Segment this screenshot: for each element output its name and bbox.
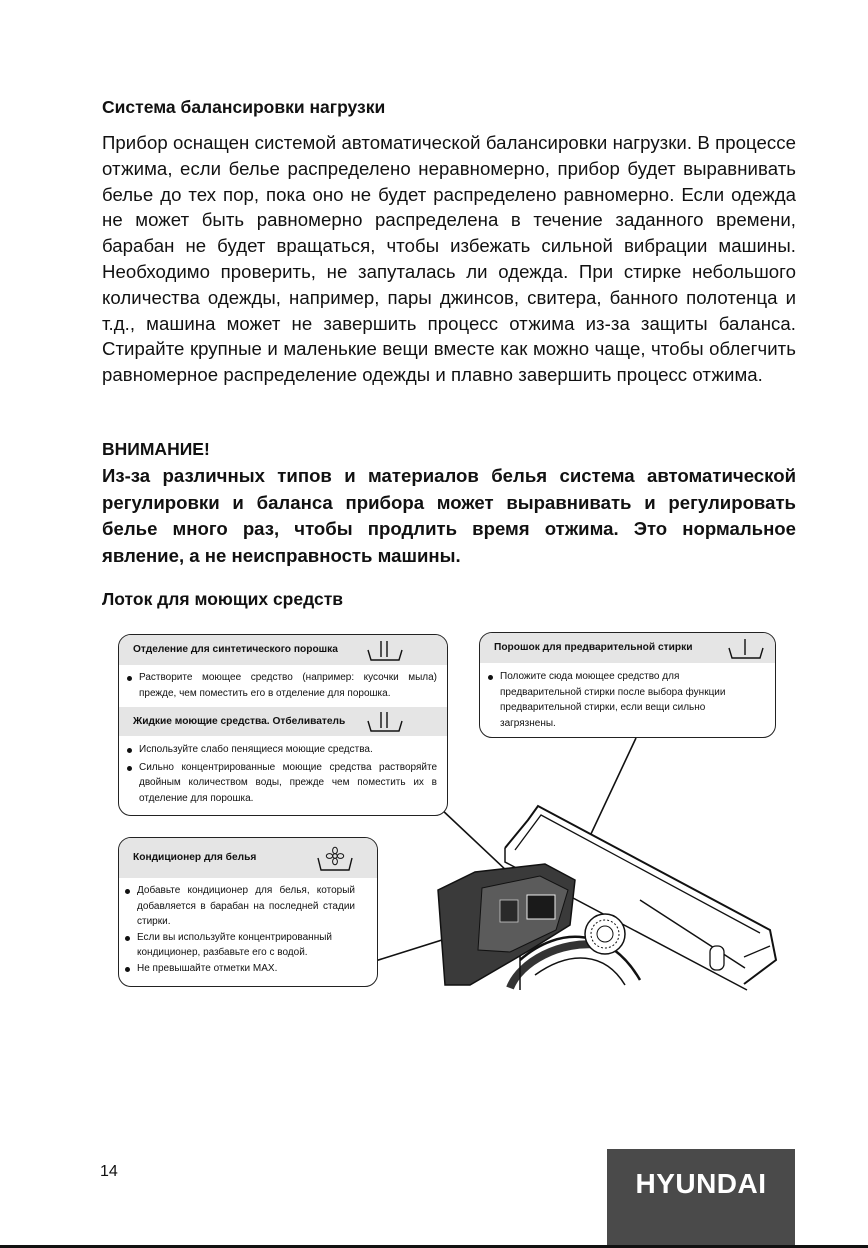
callout-prewash-powder [479, 632, 776, 738]
callout-liquid-header [119, 707, 447, 736]
callout-prewash-header [480, 633, 775, 663]
section-title-balance: Система балансировки нагрузки [102, 97, 386, 117]
callout-synthetic-powder [118, 634, 448, 816]
list-item: Добавьте кондиционер для белья, который добавляется в барабан на последней стадии стирки. [119, 883, 355, 930]
list-item: Растворите моющее средство (например: кусочки мыла) прежде, чем поместить его в отделение для порошка. [121, 670, 437, 701]
basin-two-lines-icon [365, 638, 405, 662]
warning-title: ВНИМАНИЕ! [102, 439, 210, 459]
list-item: Не превышайте отметки MAX. [119, 961, 355, 977]
callout-liquid-title: Жидкие моющие средства. Отбеливатель [133, 716, 346, 727]
balance-paragraph: Прибор оснащен системой автоматической балансировки нагрузки. В процессе отжима, если белье распределено неравномерно, прибор будет выравнивать белье до тех пор, пока оно не будет распределено равномерно. Если одежда не может быть равномерно распределена в течение заданного времени, барабан не будет вращаться, чтобы избежать сильной вибрации машины. Необходимо проверить, не запуталась ли одежда. При стирке небольшого количества одежды, например, пары джинсов, свитера, банного полотенца и т.д., машина может не завершить процесс отжима из-за защиты баланса. Стирайте крупные и маленькие вещи вместе как можно чаще, чтобы облегчить равномерное распределение одежды и плавно завершить процесс отжима. [102, 132, 796, 386]
list-item: Сильно концентрированные моющие средства растворяйте двойным количеством воды, прежде чем поместить их в отделение для порошка. [121, 760, 437, 807]
basin-two-lines-icon [365, 709, 405, 733]
callout-synthetic-title: Отделение для синтетического порошка [133, 644, 338, 655]
list-item: Положите сюда моющее средство для предварительной стирки после выбора функции предварительной стирки, если вещи сильно загрязнены. [482, 669, 731, 731]
callout-softener-title: Кондиционер для белья [133, 852, 257, 863]
warning-paragraph: Из-за различных типов и материалов белья система автоматической регулировки и баланса прибора может выравнивать и регулировать белье много раз, чтобы продлить время отжима. Это нормальное явление, а не неисправность машины. [102, 465, 796, 566]
callout-synthetic-header [119, 635, 447, 665]
section-title-tray: Лоток для моющих средств [102, 589, 344, 609]
callout-liquid-list [119, 736, 447, 810]
callout-fabric-softener [118, 837, 378, 987]
callout-synthetic-list [119, 665, 447, 707]
callout-softener-header [119, 838, 377, 878]
callout-softener-list [119, 878, 377, 980]
brand-logo: HYUNDAI [607, 1149, 795, 1248]
basin-one-line-icon [726, 636, 766, 660]
list-item: Если вы используйте концентрированный кондиционер, разбавьте его с водой. [119, 930, 355, 961]
callout-prewash-list [480, 663, 775, 735]
callout-prewash-title: Порошок для предварительной стирки [494, 642, 693, 653]
page-number: 14 [100, 1163, 118, 1180]
list-item: Используйте слабо пенящиеся моющие средства. [121, 742, 437, 758]
basin-flower-icon [315, 846, 355, 872]
